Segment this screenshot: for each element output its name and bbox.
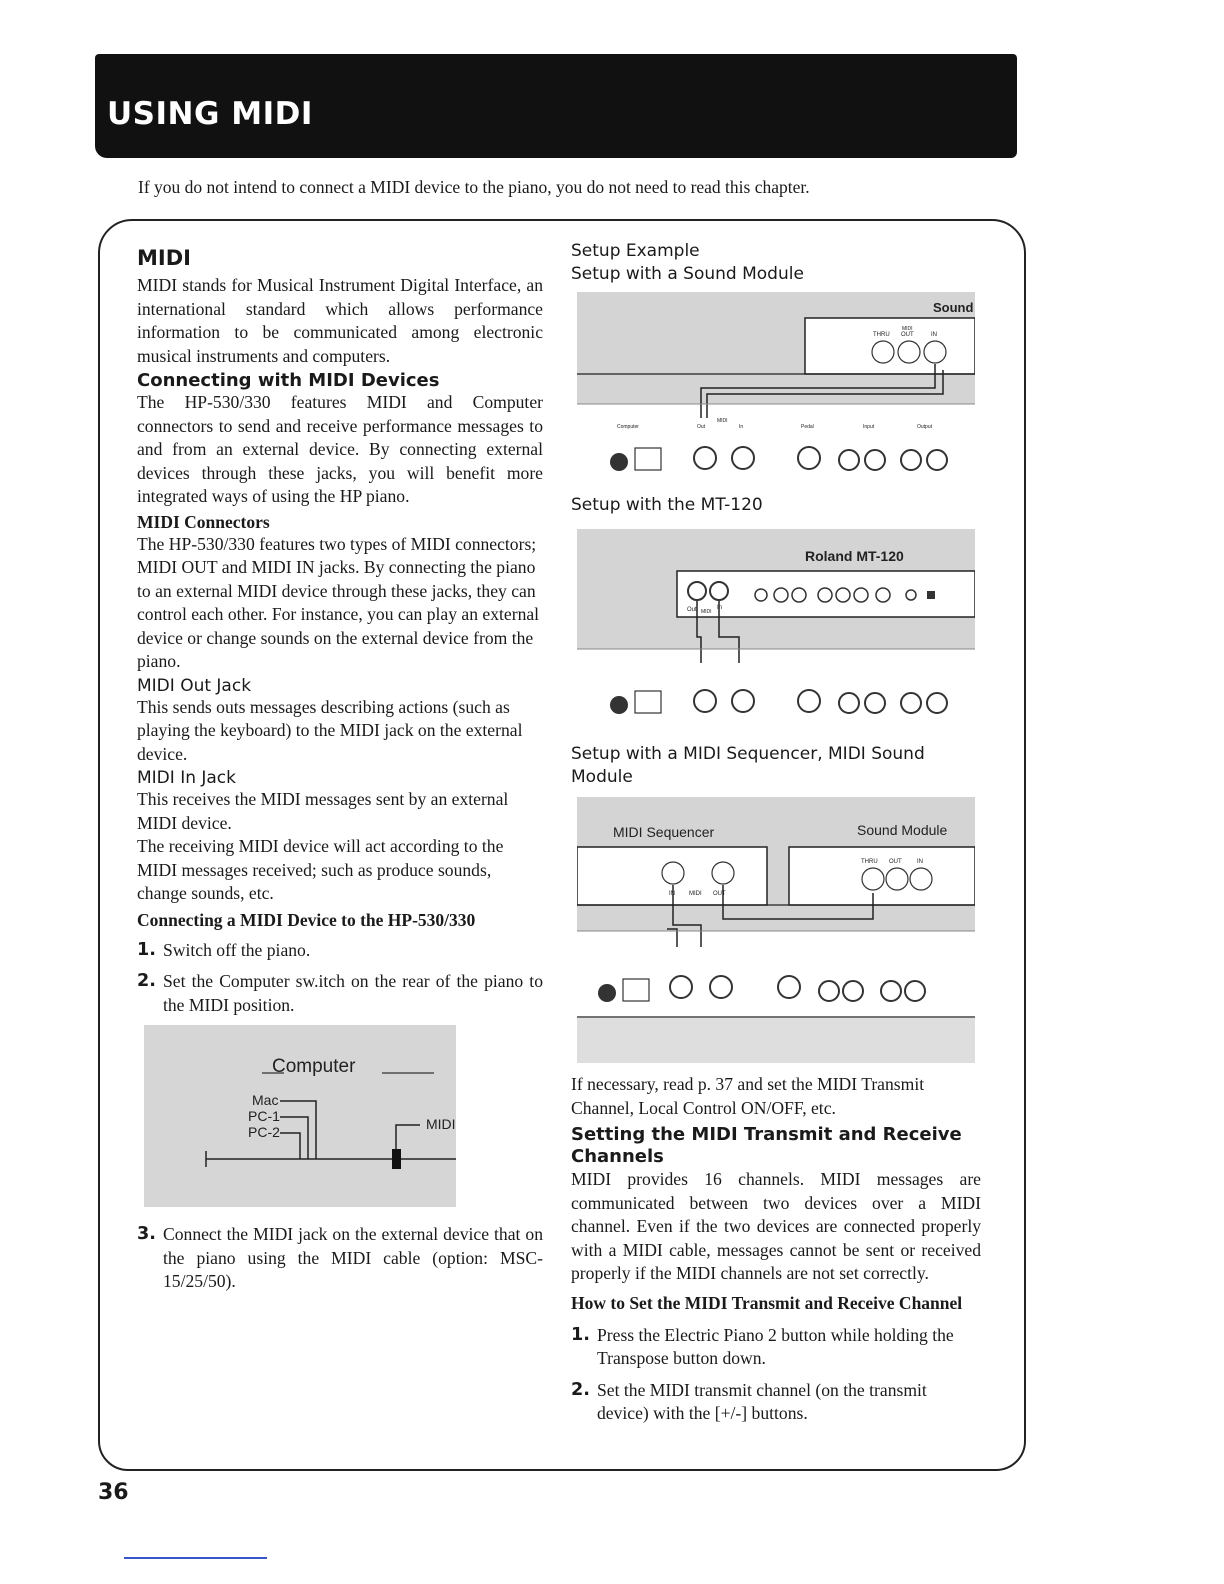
right-step-1 (571, 1324, 981, 1371)
switch-knob (392, 1149, 401, 1169)
setup-mt120-caption: Setup with the MT-120 (571, 495, 763, 515)
right-column (571, 240, 981, 1426)
computer-switch (635, 448, 661, 470)
pedal-port (798, 447, 820, 469)
panel-computer-label: Computer (617, 424, 639, 430)
step-text: Press the Electric Piano 2 button while holding the Transpose button down. (597, 1324, 954, 1368)
mt120-out-label: Out (687, 607, 697, 613)
howto-heading: How to Set the MIDI Transmit and Receive Channel (571, 1292, 963, 1313)
panel-input-label: Input (863, 424, 875, 430)
seq-out-label: OUT (713, 891, 726, 897)
switch-title: Computer (272, 1056, 356, 1077)
fig1-out-label: OUT (901, 332, 914, 338)
connectors-heading: MIDI Connectors (137, 511, 270, 532)
thru-jack (872, 341, 894, 363)
sequencer-label: MIDI Sequencer (613, 824, 715, 840)
fig1-in-label: IN (931, 332, 937, 338)
seq-midi-label: MIDI (689, 891, 702, 897)
panel-pedal-label: Pedal (801, 424, 814, 430)
fig1-thru-label: THRU (873, 332, 890, 338)
mt120-device-label: Roland MT-120 (805, 548, 904, 564)
mt120-in-jack (710, 582, 728, 600)
panel-midi-label: MIDI (717, 418, 728, 424)
mt120-in-label: In (717, 605, 723, 611)
module-thru-label: THRU (861, 859, 878, 865)
step-text: Switch off the piano. (163, 939, 311, 960)
switch-option-pc2: PC-2 (248, 1124, 280, 1140)
panel-output-label: Output (917, 424, 933, 430)
step-text: Connect the MIDI jack on the external device that on the piano using the MIDI cable (option: MSC-15/25/50). (163, 1224, 543, 1291)
connectors-paragraph: The HP-530/330 features two types of MIDI connectors; MIDI OUT and MIDI IN jacks. By connecting the piano to an external MIDI device through these jacks, they can control each other. For instance, you can play an external device or change sounds on the external device from the piano. (137, 533, 540, 671)
intro-text: If you do not intend to connect a MIDI device to the piano, you do not need to read this chapter. (138, 177, 810, 197)
step-number: 3. (137, 1224, 156, 1244)
midi-out-heading: MIDI Out Jack (137, 675, 252, 696)
output-r-jack (901, 450, 921, 470)
power-jack (610, 453, 628, 471)
input-l-jack (865, 450, 885, 470)
step-3 (137, 1223, 543, 1294)
module-in-label: IN (917, 859, 923, 865)
chapter-banner (95, 54, 1017, 158)
midi-in-heading: MIDI In Jack (137, 768, 237, 788)
step-number: 2. (571, 1379, 590, 1400)
step-number: 1. (571, 1324, 590, 1345)
mt120-out-jack (688, 582, 706, 600)
page-number: 36 (98, 1480, 129, 1505)
step-1 (137, 939, 543, 963)
panel-out-label: Out (697, 424, 706, 430)
step-2 (137, 970, 543, 1017)
midi-paragraph: MIDI stands for Musical Instrument Digital Interface, an international standard which allows performance information to be communicated among electronic musical instruments and computers. (137, 275, 543, 366)
channels-heading: Setting the MIDI Transmit and Receive Channels (571, 1124, 962, 1167)
module-label: Sound Module (857, 822, 948, 838)
left-column (137, 240, 543, 1294)
setup-sound-module-caption: Setup with a Sound Module (571, 264, 804, 284)
sequencer-figure (577, 797, 975, 1063)
midi-out-port (694, 447, 716, 469)
step-number: 1. (137, 939, 156, 960)
output-l-jack (927, 450, 947, 470)
step-text: Set the Computer sw.itch on the rear of the piano to the MIDI position. (163, 971, 543, 1015)
right-step-2 (571, 1379, 981, 1426)
sound-device-label: Sound (933, 300, 974, 315)
connecting-heading: Connecting with MIDI Devices (137, 370, 440, 391)
step-number: 2. (137, 971, 156, 991)
sound-module-figure (577, 292, 975, 482)
fig1-midi-label: MIDI (902, 326, 913, 332)
connect-device-heading: Connecting a MIDI Device to the HP-530/330 (137, 909, 476, 930)
midi-in-port (732, 447, 754, 469)
seq-in-label: IN (669, 891, 675, 897)
footer-line (124, 1557, 267, 1559)
input-r-jack (839, 450, 859, 470)
switch-midi-label: MIDI (426, 1116, 456, 1132)
mt120-midi-label: MIDI (701, 609, 712, 615)
piano-panel (610, 418, 947, 471)
if-necessary-paragraph: If necessary, read p. 37 and set the MIDI Transmit Channel, Local Control ON/OFF, etc. (571, 1074, 925, 1118)
channels-paragraph: MIDI provides 16 channels. MIDI messages are communicated between two devices over a MIDI channel. Even if the two devices are connected properly with a MIDI cable, messages cannot be sent or received properly if the MIDI channels are not set correctly. (571, 1169, 981, 1283)
chapter-title: USING MIDI (107, 96, 313, 132)
setup-example-caption: Setup Example (571, 241, 700, 261)
switch-option-pc1: PC-1 (248, 1108, 280, 1124)
receiving-paragraph: The receiving MIDI device will act according to the MIDI messages received; such as produce sounds, change sounds, etc. (137, 836, 504, 903)
setup-sequencer-caption: Setup with a MIDI Sequencer, MIDI Sound Module (571, 744, 925, 787)
out-jack (898, 341, 920, 363)
midi-heading: MIDI (137, 246, 191, 270)
mt120-figure (577, 529, 975, 725)
midi-out-paragraph: This sends outs messages describing actions (such as playing the keyboard) to the MIDI jack on the external device. (137, 696, 523, 764)
panel-in-label: In (739, 424, 744, 430)
midi-in-paragraph: This receives the MIDI messages sent by an external MIDI device. (137, 789, 509, 833)
step-text: Set the MIDI transmit channel (on the transmit device) with the [+/-] buttons. (597, 1379, 927, 1423)
module-out-label: OUT (889, 859, 902, 865)
computer-switch-figure (144, 1025, 456, 1207)
in-jack (924, 341, 946, 363)
switch-option-mac: Mac (252, 1092, 279, 1108)
connecting-paragraph: The HP-530/330 features MIDI and Computer connectors to send and receive performance messages to and from an external device. By connecting external devices through these jacks, you will benefit more integrated ways of using the HP piano. (137, 392, 543, 506)
